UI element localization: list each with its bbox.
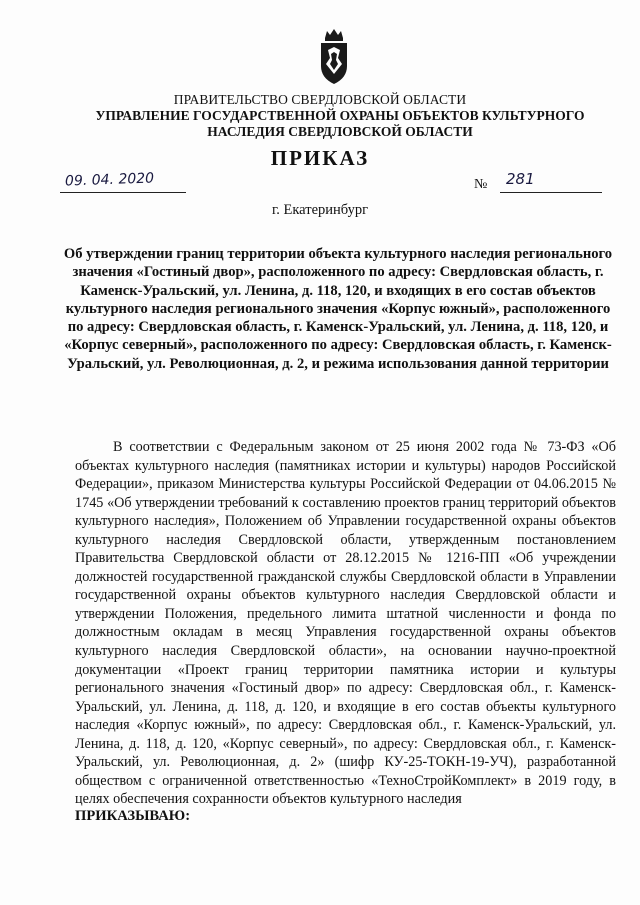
coat-of-arms-icon — [316, 28, 352, 86]
government-name: ПРАВИТЕЛЬСТВО СВЕРДЛОВСКОЙ ОБЛАСТИ — [173, 92, 467, 107]
document-body: В соответствии с Федеральным законом от 25 июня 2002 года № 73-ФЗ «Об объектах культурного наследия (памятниках истории и культуры) народов Российской Федерации», приказом Министерства культуры Российской Федерации от 04.06.2015 № 1745 «Об утверждении требований к составлению проектов границ территорий объектов культурного наследия», Положением об Управлении государственной охраны объектов культурного наследия Свердловской области, утвержденным постановлением Правительства Свердловской области от 28.12.2015 № 1216-ПП «Об учреждении должностей государственной гражданской службы Свердловской области в Управлении государственной охраны объектов культурного наследия Свердловской области и утверждении Положения, предельного лимита штатной численности и фонда по должностным окладам в месяц Управления государственной охраны объектов культурного наследия Свердловской области», на основании научно-проектной документации «Проект границ территории памятника истории и культуры регионального значения «Гостиный двор» по адресу: Свердловская обл., г. Каменск-Уральский, ул. Ленина, д. 118, д. 120, и входящие в его состав объекты культурного наследия «Корпус южный», по адресу: Свердловская обл., г. Каменск-Уральский, ул. Ленина, д. 118, д. 120, «Корпус северный», по адресу: Свердловская обл., г. Каменск-Уральский, ул. Революционная, д. 2» (шифр КУ-25-ТОКН-19-УЧ), разработанной обществом с ограниченной ответственностью «ТехноСтройКомплект» в 2019 году, в целях обеспечения сохранности объектов культурного наследия — [75, 439, 616, 808]
city: г. Екатеринбург — [271, 202, 369, 218]
document-number: 281 — [506, 170, 535, 188]
order-word: ПРИКАЗЫВАЮ: — [75, 808, 191, 824]
number-label: № — [474, 177, 488, 192]
document-date: 09. 04. 2020 — [64, 170, 155, 190]
department-name: УПРАВЛЕНИЕ ГОСУДАРСТВЕННОЙ ОХРАНЫ ОБЪЕКТОВ КУЛЬТУРНОГО НАСЛЕДИЯ СВЕРДЛОВСКОЙ ОБЛАСТИ — [95, 108, 585, 139]
document-title: Об утверждении границ территории объекта культурного наследия регионального значения «Гостиный двор», расположенного по адресу: Свердловская область, г. Каменск-Уральский, ул. Ленина, д. 118, 120, и входящих в его состав объектов культурного наследия регионального значения «Корпус южный», расположенного по адресу: Свердловская область, г. Каменск-Уральский, ул. Ленина, д. 118, 120, и «Корпус северный», расположенного по адресу: Свердловская область, г. Каменск-Уральский, ул. Революционная, д. 2, и режима использования данной территории — [63, 246, 613, 372]
document-type: ПРИКАЗ — [270, 146, 370, 170]
